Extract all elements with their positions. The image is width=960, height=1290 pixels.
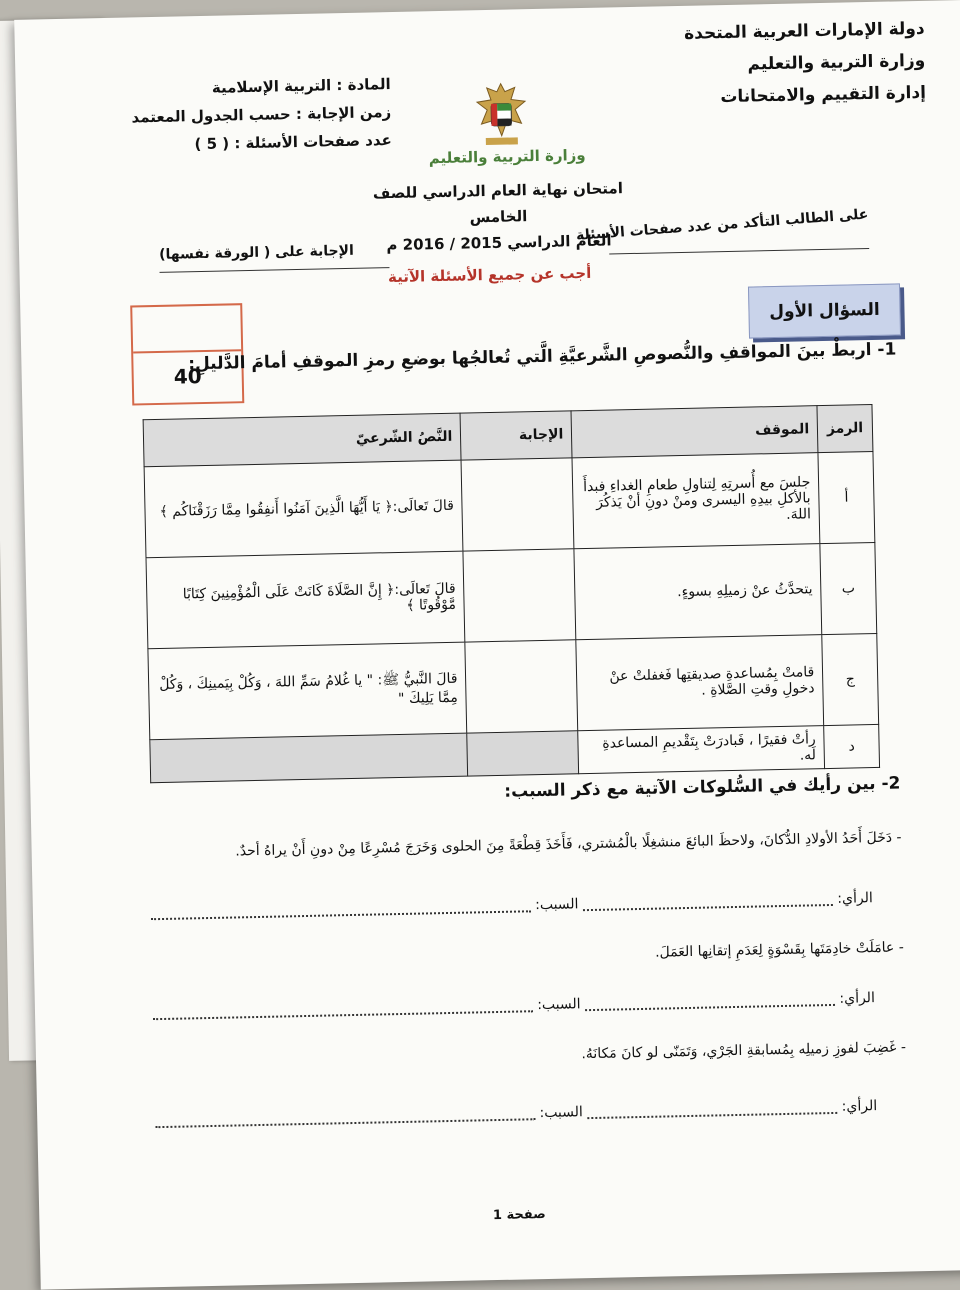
row-position: رأتْ فقيرًا ، فَبادرَتْ بِتَقْديمِ المساعدةِ لَه. [578, 726, 825, 774]
question1-label: السؤال الأول [748, 283, 901, 338]
opinion-line [117, 1098, 877, 1130]
row-text [150, 733, 468, 783]
exam-title-line1: امتحان نهاية العام الدراسي للصف الخامس [372, 179, 624, 227]
answer-on-sheet-note: الإجابة على ( الورقة نفسها) [158, 242, 354, 263]
exam-page [14, 0, 960, 1290]
question1-text: 1- اربطْ بينَ المواقفِ والنُّصوصِ الشَّرعيَّةِ الَّتي تُعالجُها بوضعِ رمزِ الموقفِ أمامَ الدَّليلِ: [188, 339, 897, 375]
header-symbol: الرمز [817, 405, 873, 453]
exam-title-line2: العام الدراسي 2015 / 2016 م [386, 231, 612, 255]
row-answer-cell[interactable] [465, 640, 578, 733]
behavior-item: - عامَلَتْ خادِمَتَها بِقَسْوَةٍ لِعَدَمِ إتقانِها العَمَلَ. [654, 939, 904, 961]
opinion-label: الرأي: [837, 890, 873, 907]
table-row [148, 633, 879, 739]
reason-input[interactable] [153, 998, 533, 1020]
row-answer-cell [467, 731, 579, 776]
score-field[interactable] [132, 305, 241, 353]
behavior-item: - دَخَلَ أَحَدُ الأولادِ الدُّكانَ، ولاحظَ البائعَ منشغِلًا بالْمُشتري، فَأَخَذَ قِطْعَةً مِنَ الحلوى وَخَرَجَ مُسْرِعًا مِنْ دونِ أَنْ يراهُ أحدٌ. [235, 829, 902, 860]
row-symbol: د [824, 724, 880, 768]
header-answer: الإجابة [460, 411, 572, 460]
header-ministry: وزارة التربية والتعليم [747, 50, 926, 75]
question2-title: 2- بين رأيك في السُّلوكات الآتية مع ذكر السبب: [504, 773, 901, 802]
row-text: قالَ تَعالَى:﴿ يَا أَيُّهَا الَّذِينَ آمَنُوا أَنفِقُوا مِمَّا رَزَقْنَاكُم ﴾ [144, 460, 463, 558]
header-right [684, 13, 926, 114]
page-count-note: على الطالب التأكد من عدد صفحات الأسئلة [575, 206, 869, 244]
table-row [144, 452, 875, 558]
opinion-input[interactable] [583, 892, 833, 911]
header-country: دولة الإمارات العربية المتحدة [683, 18, 925, 44]
row-position: قامتْ بِمُساعدةِ صديقتِها فَغفلتْ عنْ دخولِ وقتِ الصَّلاةِ . [576, 635, 824, 731]
row-symbol: أ [818, 452, 875, 544]
matching-table [143, 404, 880, 783]
header-duration: زمن الإجابة : حسب الجدول المعتمد [131, 103, 392, 127]
exam-title [348, 175, 650, 259]
score-total: 40 [173, 364, 202, 389]
header-page-count: عدد صفحات الأسئلة : ( 5 ) [194, 131, 392, 154]
uae-emblem-icon [471, 79, 532, 150]
behavior-item: - غَضِبَ لفوزِ زميلِه بِمُسابقةِ الجَرْي، وَتَمَنّى لو كانَ مَكانَهُ. [581, 1039, 907, 1063]
reason-input[interactable] [155, 1106, 535, 1128]
emblem-caption: وزارة التربية والتعليم [428, 145, 586, 168]
row-symbol: ج [822, 633, 879, 725]
table-row [146, 542, 877, 648]
opinion-label: الرأي: [841, 1098, 878, 1115]
row-position: جلسَ مع أُسرتِهِ لِتناولِ طعامِ الغداءِ فبدأَ بالأكلِ بيدِهِ اليسرى ومنْ دونِ أنْ يَذكُرَ اللهَ. [572, 453, 820, 549]
divider [160, 267, 390, 273]
row-symbol: ب [820, 542, 877, 634]
opinion-label: الرأي: [839, 990, 876, 1007]
header-department: إدارة التقييم والامتحانات [720, 82, 927, 108]
opinion-line [113, 890, 873, 922]
row-position: يتحدَّثُ عنْ زميلِهِ بسوءٍ. [574, 544, 822, 640]
row-text: قالَ النَّبيُّ ﷺ: " يا غُلامُ سَمِّ اللهَ ، وَكُلْ بِيَمينِكَ ، وَكُلْ مِمَّا يَلِيكَ " [148, 642, 467, 740]
opinion-input[interactable] [585, 992, 835, 1011]
row-answer-cell[interactable] [461, 458, 574, 551]
header-text: النَّصُ الشّرعيّ [143, 413, 461, 467]
header-position: الموقف [571, 406, 818, 458]
page-number: صفحة 1 [492, 1207, 546, 1224]
header-left [90, 70, 392, 160]
row-answer-cell[interactable] [463, 549, 576, 642]
header-subject: المادة : التربية الإسلامية [211, 75, 391, 97]
reason-label: السبب: [534, 896, 579, 914]
reason-label: السبب: [537, 996, 581, 1014]
reason-input[interactable] [151, 898, 531, 920]
opinion-line [115, 990, 875, 1022]
opinion-input[interactable] [587, 1100, 837, 1119]
answer-all-instruction: أجب عن جميع الأسئلة الآتية [387, 263, 592, 287]
row-text: قالَ تَعالَى:﴿ إِنَّ الصَّلَاةَ كَانَتْ عَلَى الْمُؤْمِنِينَ كِتَابًا مَّوْقُوتًا ﴾ [146, 551, 465, 649]
reason-label: السبب: [539, 1104, 584, 1122]
